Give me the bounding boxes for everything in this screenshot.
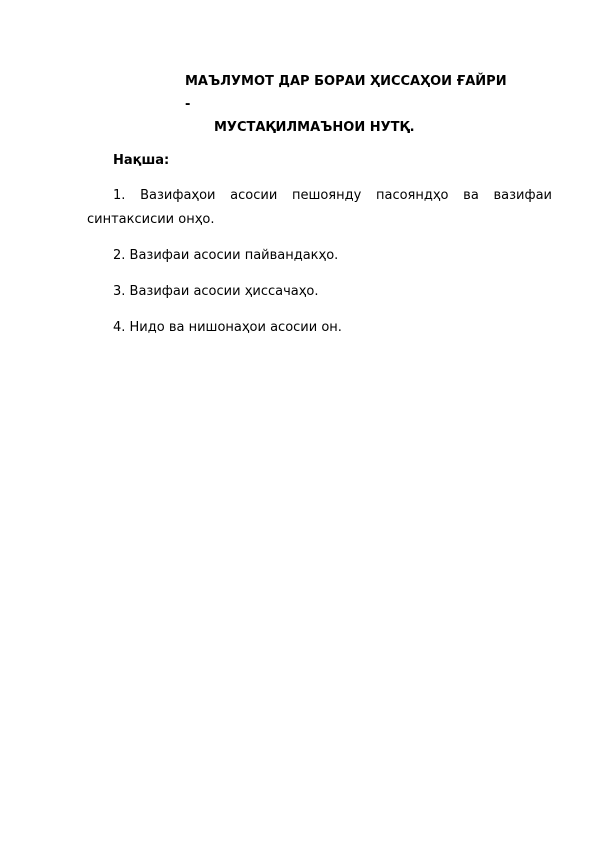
plan-item-4: 4. Нидо ва нишонаҳои асосии он. [113,320,342,335]
plan-heading: Нақша: [113,153,170,168]
title-line-1: МАЪЛУМОТ ДАР БОРАИ ҲИССАҲОИ ҒАЙРИ - [185,74,507,112]
document-body [87,70,552,340]
title-line-2: МУСТАҚИЛМАЪНОИ НУТҚ. [214,120,415,135]
plan-item-3: 3. Вазифаи асосии ҳиссачаҳо. [113,284,319,299]
plan-item-2: 2. Вазифаи асосии пайвандакҳо. [113,248,339,263]
plan-item-1: 1. Вазифаҳои асосии пешоянду пасояндҳо ва вазифаи синтаксисии онҳо. [87,188,552,227]
document-title [87,70,552,139]
